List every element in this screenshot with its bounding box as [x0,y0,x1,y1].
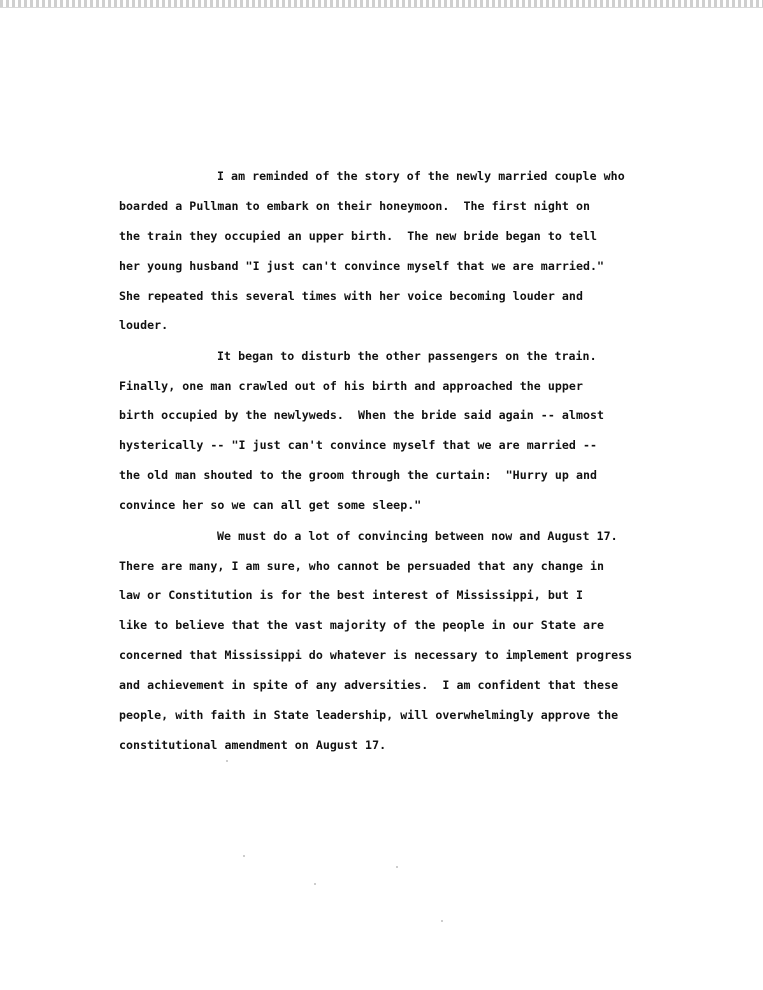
paragraph-3-line-6: and achievement in spite of any adversities. I am confident that these [119,678,619,692]
paragraph-3-line-5: concerned that Mississippi do whatever is necessary to implement progress [119,648,633,662]
paragraph-2-line-5: the old man shouted to the groom through the curtain: "Hurry up and [119,468,598,482]
paragraph-3-line-1: We must do a lot of convincing between now and August 17. [217,529,618,543]
paragraph-1-line-4: her young husband "I just can't convince myself that we are married." [119,259,605,273]
paragraph-1-line-3: the train they occupied an upper birth. The new bride began to tell [119,229,598,243]
paragraph-1-line-1: I am reminded of the story of the newly married couple who [217,169,625,183]
paragraph-2-line-6: convince her so we can all get some sleep." [119,498,422,512]
paragraph-3-line-4: like to believe that the vast majority of the people in our State are [119,618,605,632]
paragraph-3-line-2: There are many, I am sure, who cannot be persuaded that any change in [119,559,605,573]
paragraph-3-line-8: constitutional amendment on August 17. [119,738,387,752]
paragraph-2-line-2: Finally, one man crawled out of his birth and approached the upper [119,379,583,393]
paragraph-3-line-3: law or Constitution is for the best interest of Mississippi, but I [119,588,583,602]
scan-edge [0,0,763,8]
paragraph-1-line-2: boarded a Pullman to embark on their honeymoon. The first night on [119,199,591,213]
scan-speck [396,866,398,868]
scan-speck [441,920,443,922]
paragraph-2-line-4: hysterically -- "I just can't convince myself that we are married -- [119,438,598,452]
paragraph-3-line-7: people, with faith in State leadership, will overwhelmingly approve the [119,708,619,722]
paragraph-2-line-3: birth occupied by the newlyweds. When the bride said again -- almost [119,408,605,422]
paragraph-1-line-5: She repeated this several times with her voice becoming louder and [119,289,583,303]
scan-speck [226,760,228,762]
scan-speck [243,855,245,857]
paragraph-1-line-6: louder. [119,318,169,332]
paragraph-2-line-1: It began to disturb the other passengers on the train. [217,349,597,363]
scan-speck [314,883,316,885]
